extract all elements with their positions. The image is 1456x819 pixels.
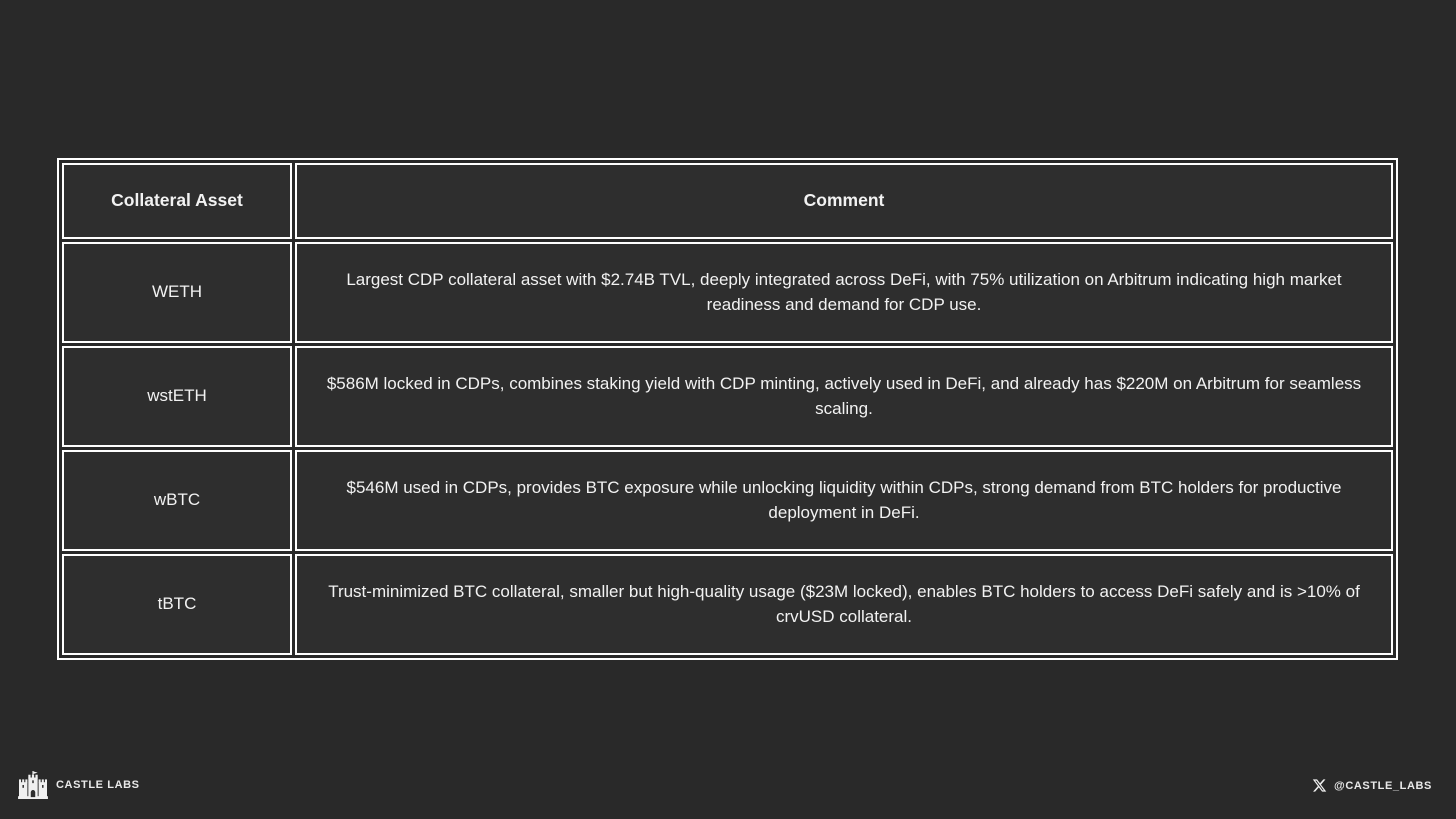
asset-name: WETH xyxy=(62,242,292,343)
table-row xyxy=(62,346,1393,447)
table-row xyxy=(62,450,1393,551)
asset-comment: Largest CDP collateral asset with $2.74B TVL, deeply integrated across DeFi, with 75% utilization on Arbitrum indicating high market readiness and demand for CDP use. xyxy=(295,242,1393,343)
table-header-row xyxy=(62,163,1393,239)
asset-comment: $586M locked in CDPs, combines staking yield with CDP minting, actively used in DeFi, and already has $220M on Arbitrum for seamless scaling. xyxy=(295,346,1393,447)
asset-comment: $546M used in CDPs, provides BTC exposure while unlocking liquidity within CDPs, strong demand from BTC holders for productive deployment in DeFi. xyxy=(295,450,1393,551)
table-row xyxy=(62,554,1393,655)
asset-name: wstETH xyxy=(62,346,292,447)
footer-brand xyxy=(18,771,140,799)
brand-label: CASTLE LABS xyxy=(56,779,140,791)
asset-comment: Trust-minimized BTC collateral, smaller but high-quality usage ($23M locked), enables BTC holders to access DeFi safely and is >10% of crvUSD collateral. xyxy=(295,554,1393,655)
collateral-table xyxy=(57,158,1398,660)
table-row xyxy=(62,242,1393,343)
footer-social xyxy=(1312,778,1432,793)
social-handle: @CASTLE_LABS xyxy=(1334,779,1432,792)
header-comment: Comment xyxy=(295,163,1393,239)
asset-name: wBTC xyxy=(62,450,292,551)
castle-icon xyxy=(18,771,48,799)
header-collateral-asset: Collateral Asset xyxy=(62,163,292,239)
asset-name: tBTC xyxy=(62,554,292,655)
x-logo-icon xyxy=(1312,778,1327,793)
